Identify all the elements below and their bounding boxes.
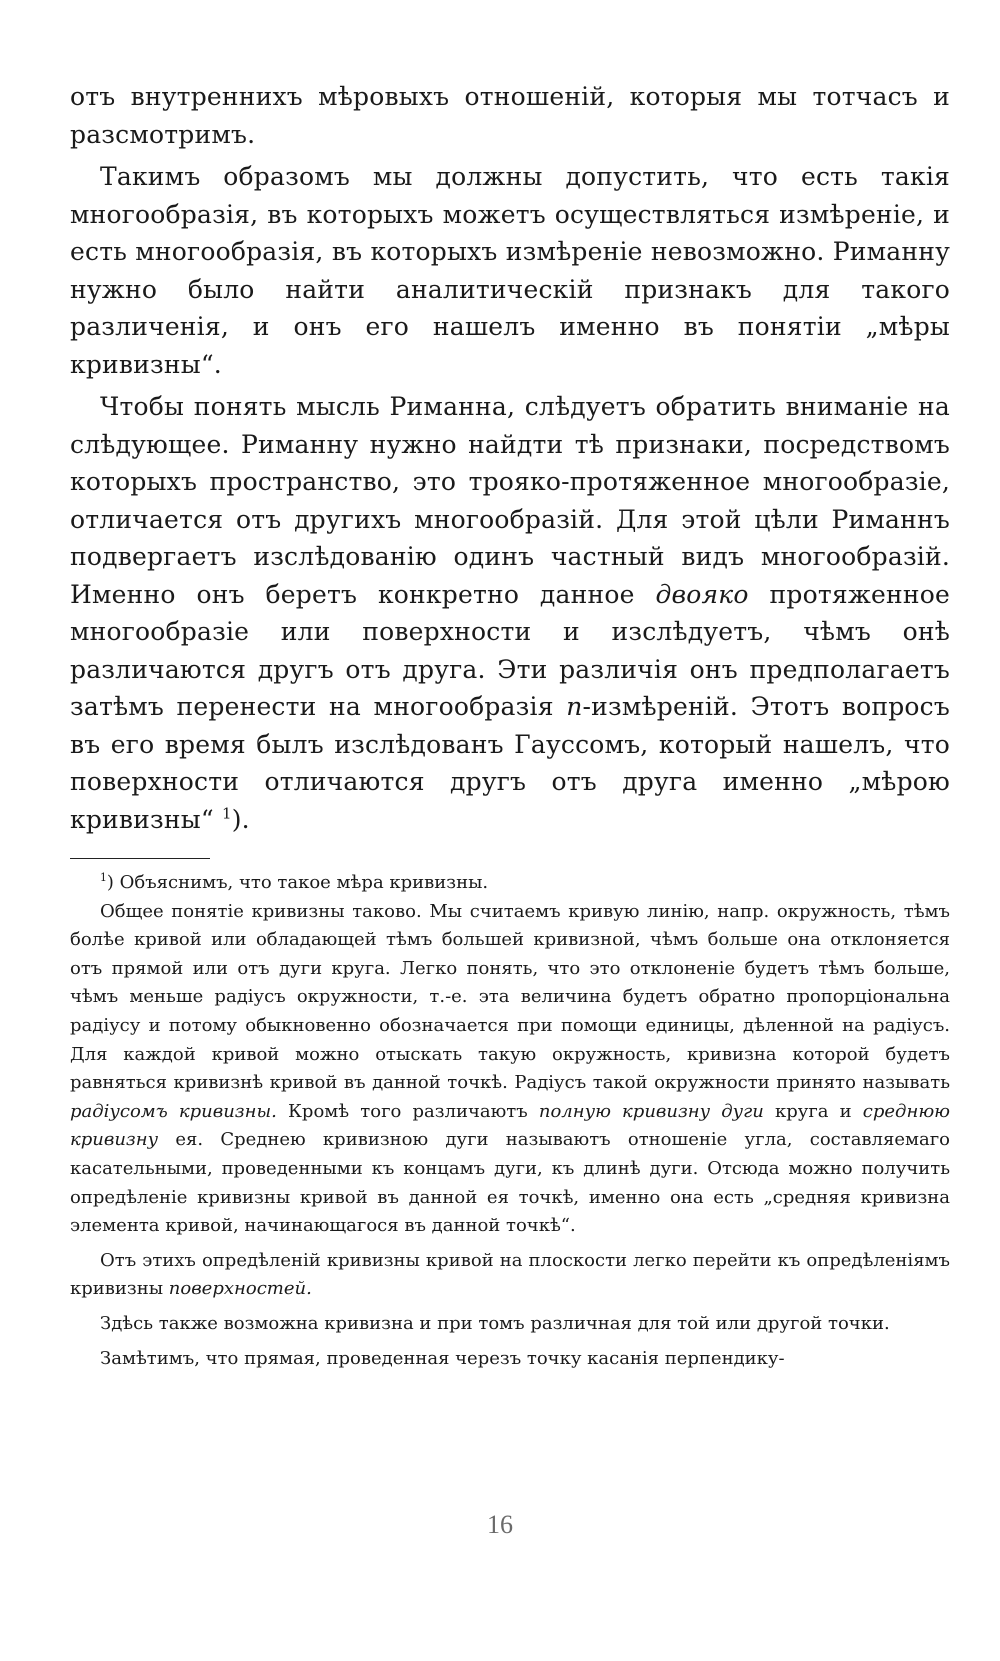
main-text (70, 78, 950, 838)
footnote-1-text: ) Объяснимъ, что такое мѣра кривизны. (106, 872, 489, 893)
emphasis-n: n (566, 692, 583, 721)
footnote-3-part-a: Отъ этихъ опредѣленiй кривизны кривой на плоскости легко перейти къ опредѣленiямъ кривизны (70, 1249, 950, 1300)
page-body (70, 78, 950, 1373)
paragraph-3-part-b: протяженное многообразiе или поверхности и изслѣдуетъ, чѣмъ онѣ различаются другъ отъ друга. Эти различiя онъ предполагаетъ затѣмъ перенести на многообразiя (70, 579, 950, 721)
footnote-paragraph-5: Замѣтимъ, что прямая, проведенная черезъ точку касанiя перпендику- (100, 1347, 785, 1369)
emphasis-surfaces: поверхностей. (168, 1278, 312, 1300)
footnote-2-part-d: ея. Среднею кривизною дуги называютъ отношенiе угла, составляемаго касательными, проведенными къ концамъ дуги, къ длинѣ дуги. Отсюда можно получить опредѣленiе кривизны кривой въ данной ея точкѣ, именно она есть „средняя кривизна элемента кривой, начинающагося въ данной точкѣ“. (70, 1129, 950, 1237)
footnote-1 (70, 869, 950, 898)
footnote-2-part-a: Общее понятiе кривизны таково. Мы считаемъ кривую линiю, напр. окружность, тѣмъ болѣе кривой или обладающей тѣмъ большей кривизной, чѣмъ больше она отклоняется отъ прямой или отъ дуги круга. Легко понять, что это отклоненiе будетъ тѣмъ больше, чѣмъ меньше радiусъ окружности, т.-е. эта величина будетъ обратно пропорцiональна радiусу и потому обыкновенно обозначается при помощи единицы, дѣленной на радiусъ. Для каждой кривой можно отыскать такую окружность, кривизна которой будетъ равняться кривизнѣ кривой въ данной точкѣ. Радiусъ такой окружности принято называть (70, 900, 950, 1094)
footnote-paragraph-3 (70, 1247, 950, 1304)
paragraph-3-part-c: -измѣренiй. Этотъ вопросъ въ его время былъ изслѣдованъ Гауссомъ, который нашелъ, что поверхности отличаются другъ отъ друга именно „мѣрою кривизны“ (70, 692, 950, 834)
footnote-paragraph-4: Здѣсь также возможна кривизна и при томъ различная для той или другой точки. (100, 1312, 890, 1334)
paragraph-1: отъ внутреннихъ мѣровыхъ отношенiй, которыя мы тотчасъ и разсмотримъ. (70, 82, 950, 149)
emphasis-total-curvature: полную кривизну дуги (538, 1100, 764, 1122)
footnotes (70, 869, 950, 1373)
paragraph-3-end: ). (231, 804, 250, 834)
emphasis-mean-curvature: среднюю кривизну (70, 1100, 951, 1151)
footnote-2-part-c: круга и (763, 1100, 863, 1122)
footnote-reference[interactable]: 1 (221, 804, 232, 823)
emphasis-dvoyako: двояко (655, 579, 749, 609)
page-number: 16 (487, 1510, 513, 1539)
footnote-mark: 1 (100, 871, 107, 884)
footnote-2-part-b: Кромѣ того различаютъ (276, 1100, 539, 1122)
footnote-paragraph-2 (70, 898, 950, 1241)
paragraph-3 (70, 388, 950, 838)
emphasis-radius-of-curvature: радiусомъ кривизны. (70, 1100, 277, 1122)
paragraph-2: Такимъ образомъ мы должны допустить, что есть такiя многообразiя, въ которыхъ можетъ осуществляться измѣренiе, и есть многообразiя, въ которыхъ измѣренiе невозможно. Риманну нужно было найти аналитическiй признакъ для такого различенiя, и онъ его нашелъ именно въ понятiи „мѣры кривизны“. (70, 162, 950, 379)
paragraph-3-part-a: Чтобы понять мысль Риманна, слѣдуетъ обратить вниманiе на слѣдующее. Риманну нужно найдти тѣ признаки, посредствомъ которыхъ пространство, это трояко-протяженное многообразiе, отличается отъ другихъ многообразiй. Для этой цѣли Риманнъ подвергаетъ изслѣдованiю одинъ частный видъ многообразiй. Именно онъ беретъ конкретно данное (70, 392, 950, 609)
footnote-divider (70, 858, 210, 859)
